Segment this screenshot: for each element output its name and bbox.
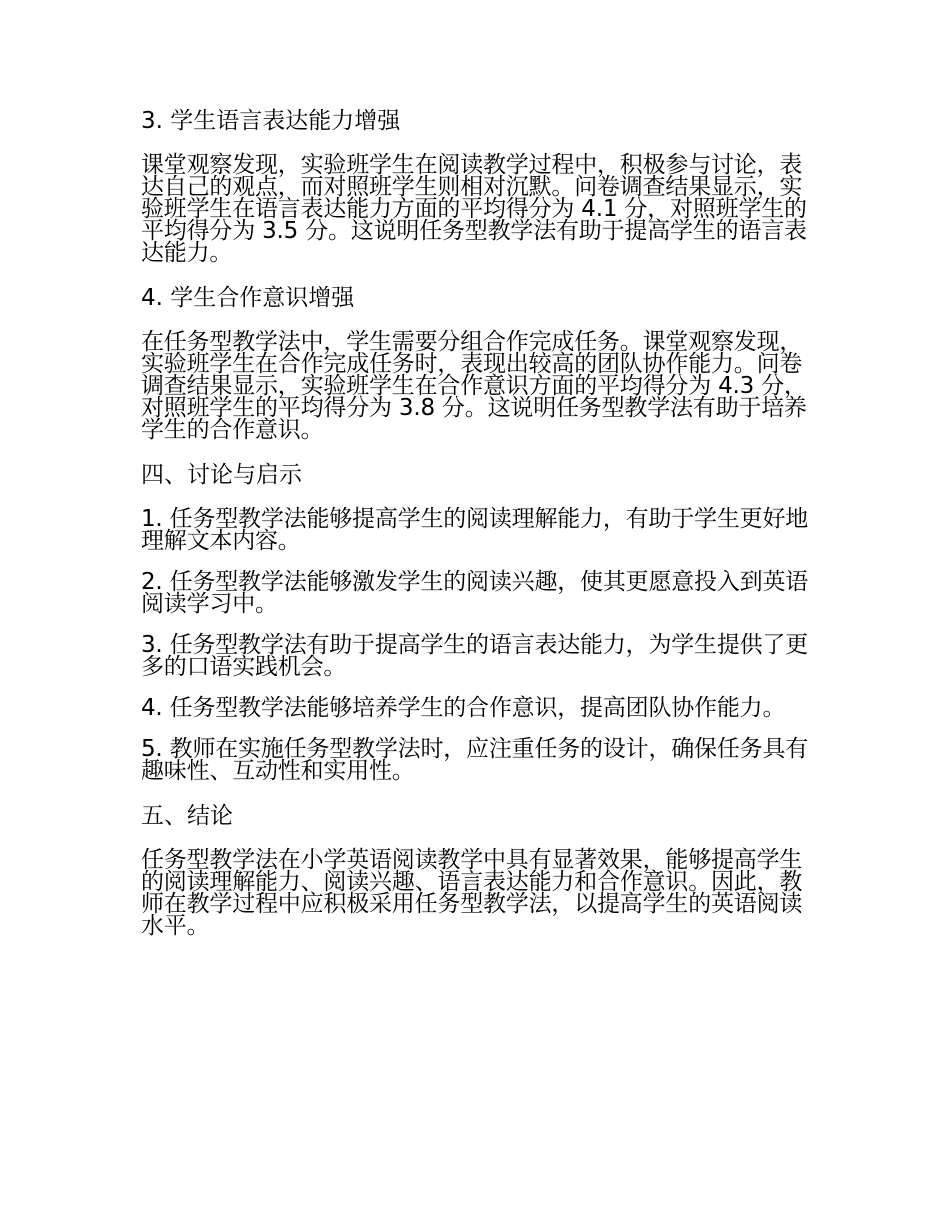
paragraph-discussion-2: 2. 任务型教学法能够激发学生的阅读兴趣，使其更愿意投入到英语阅读学习中。 (141, 569, 809, 617)
paragraph-language-expression: 课堂观察发现，实验班学生在阅读教学过程中，积极参与讨论，表达自己的观点，而对照班学生则相对沉默。问卷调查结果显示，实验班学生在语言表达能力方面的平均得分为 4.1 分，对照班学生的平均得分为 3.5 分。这说明任务型教学法有助于提高学生的语言表达能力。 (141, 152, 807, 266)
heading-4-cooperation: 4. 学生合作意识增强 (141, 285, 355, 311)
document-body (141, 106, 813, 956)
paragraph-discussion-3: 3. 任务型教学法有助于提高学生的语言表达能力，为学生提供了更多的口语实践机会。 (141, 632, 809, 680)
paragraph-discussion-1: 1. 任务型教学法能够提高学生的阅读理解能力，有助于学生更好地理解文本内容。 (141, 506, 809, 554)
heading-section-5-conclusion: 五、结论 (141, 803, 233, 829)
paragraph-discussion-5: 5. 教师在实施任务型教学法时，应注重任务的设计，确保任务具有趣味性、互动性和实用性。 (141, 736, 809, 784)
heading-3-language-expression: 3. 学生语言表达能力增强 (141, 108, 401, 134)
heading-section-4-discussion: 四、讨论与启示 (141, 462, 302, 488)
paragraph-conclusion: 任务型教学法在小学英语阅读教学中具有显著效果，能够提高学生的阅读理解能力、阅读兴趣、语言表达能力和合作意识。因此，教师在教学过程中应积极采用任务型教学法，以提高学生的英语阅读水平。 (141, 847, 803, 939)
paragraph-discussion-4: 4. 任务型教学法能够培养学生的合作意识，提高团队协作能力。 (141, 695, 786, 721)
paragraph-cooperation: 在任务型教学法中，学生需要分组合作完成任务。课堂观察发现，实验班学生在合作完成任务时，表现出较高的团队协作能力。问卷调查结果显示，实验班学生在合作意识方面的平均得分为 4.3 分，对照班学生的平均得分为 3.8 分。这说明任务型教学法有助于培养学生的合作意识。 (141, 329, 807, 443)
